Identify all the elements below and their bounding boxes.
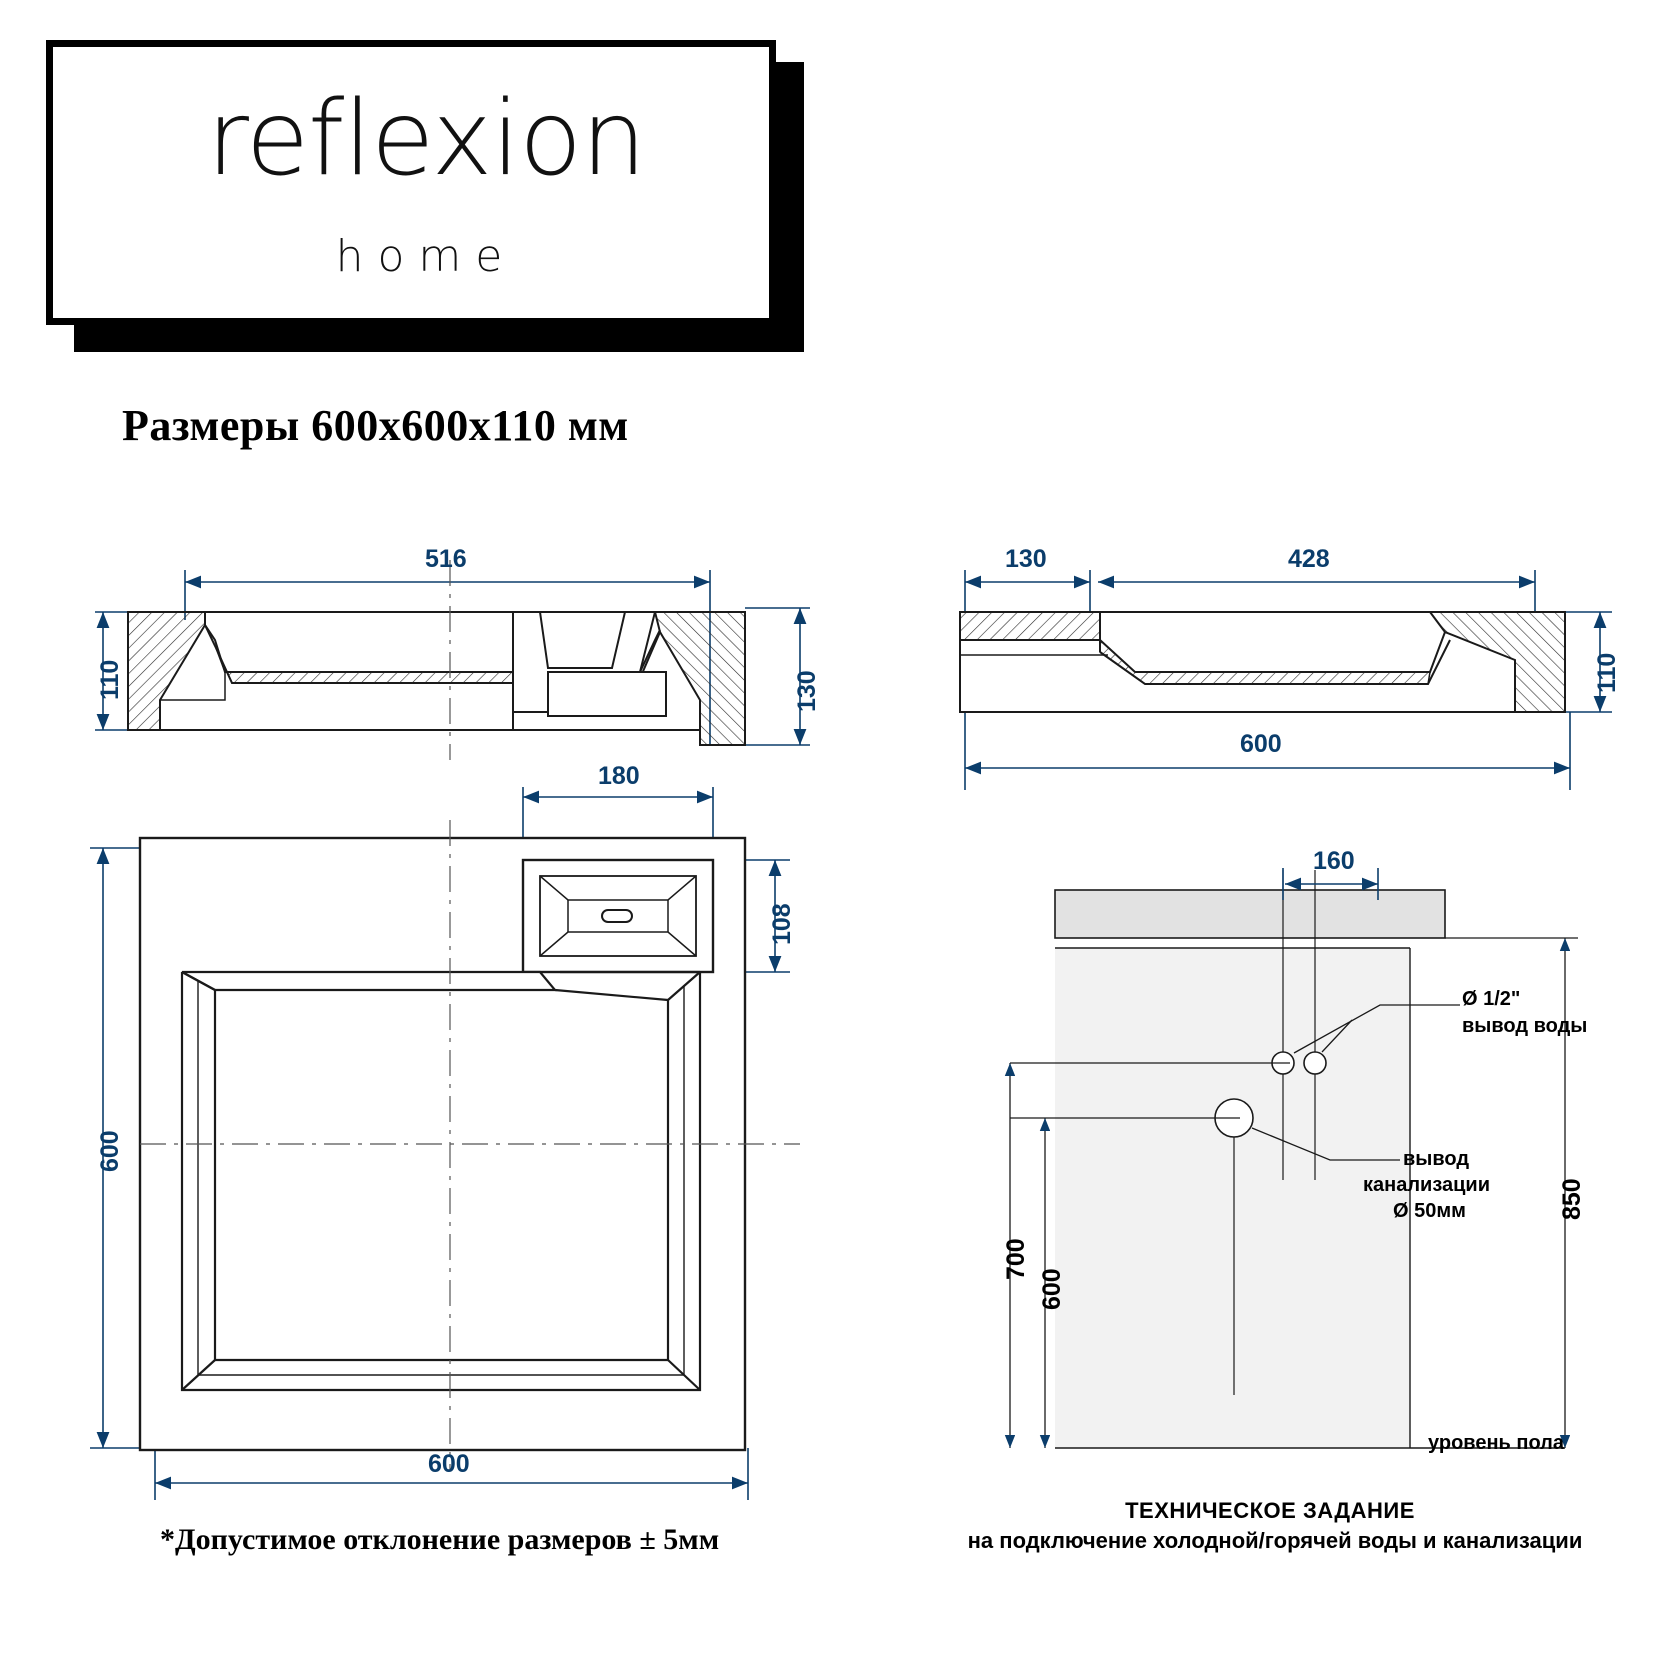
dim-front-height-left: 110 [96, 659, 124, 700]
dim-top-tap-depth: 108 [768, 903, 796, 945]
dim-top-height: 600 [96, 1130, 124, 1172]
page-title: Размеры 600x600x110 мм [122, 401, 629, 450]
dim-side-height: 110 [1593, 652, 1621, 693]
dim-front-width: 516 [425, 545, 467, 573]
label-drain-line2: канализации [1363, 1174, 1491, 1196]
label-water-out-diameter: Ø 1/2" [1462, 988, 1521, 1010]
dim-inst-water-height: 700 [1002, 1238, 1030, 1280]
top-view [140, 820, 800, 1470]
label-drain-line1: вывод [1403, 1148, 1470, 1170]
label-water-out: вывод воды [1462, 1015, 1588, 1037]
dim-inst-drain-height: 600 [1038, 1268, 1066, 1310]
tolerance-note: *Допустимое отклонение размеров ± 5мм [160, 1523, 720, 1556]
spec-subtitle: на подключение холодной/горячей воды и канализации [967, 1528, 1583, 1553]
label-floor-level: уровень пола [1428, 1432, 1565, 1454]
label-drain-diameter: Ø 50мм [1393, 1200, 1466, 1222]
dim-side-total: 600 [1240, 730, 1282, 758]
side-section-view [960, 612, 1565, 712]
dim-inst-spacing: 160 [1313, 847, 1355, 875]
logo-brand-text: reflexion [206, 79, 646, 199]
dim-side-left: 130 [1005, 545, 1047, 573]
installation-view [1010, 868, 1578, 1448]
dim-inst-counter-height: 850 [1558, 1178, 1586, 1220]
front-section-view [128, 560, 760, 760]
dim-front-height-right: 130 [793, 670, 821, 712]
logo-sub-text: home [335, 231, 517, 282]
dim-top-width: 600 [428, 1450, 470, 1478]
spec-title: ТЕХНИЧЕСКОЕ ЗАДАНИЕ [1125, 1498, 1415, 1523]
dim-top-tap-width: 180 [598, 762, 640, 790]
dim-side-right: 428 [1288, 545, 1330, 573]
